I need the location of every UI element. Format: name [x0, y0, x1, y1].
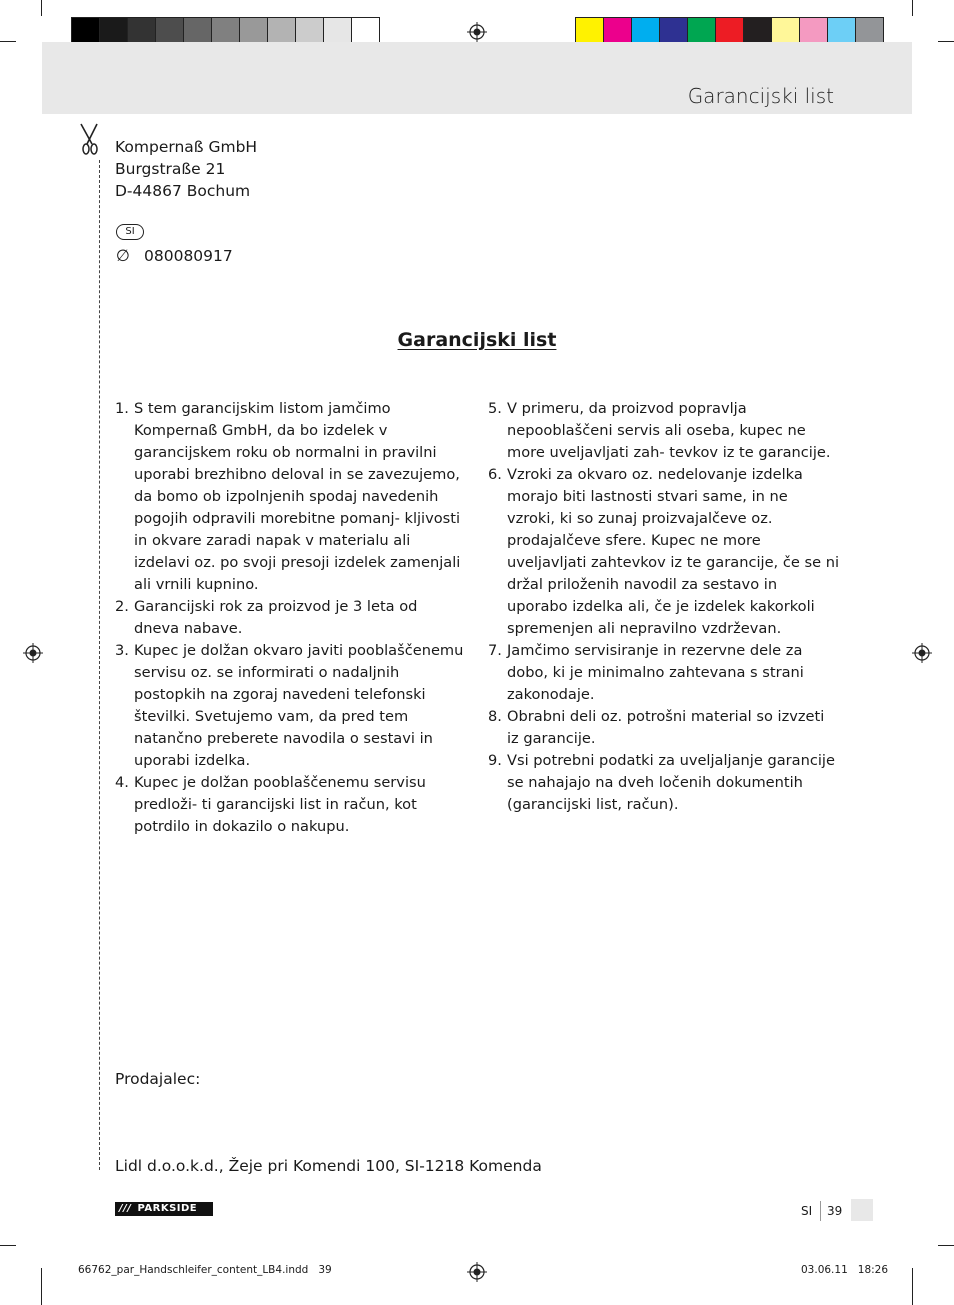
registration-mark-icon — [23, 643, 43, 663]
list-item — [488, 464, 840, 640]
file-info: 66762_par_Handschleifer_content_LB4.indd 39 — [78, 1264, 332, 1276]
page-tab — [851, 1199, 873, 1221]
item-number: 2. — [115, 598, 129, 615]
list-item — [115, 772, 467, 838]
item-number: 1. — [115, 400, 129, 417]
registration-mark-icon — [467, 22, 487, 42]
crop-mark — [0, 41, 16, 42]
item-number: 4. — [115, 774, 129, 791]
document-title-text: Garancijski list — [397, 329, 557, 351]
lidl-address: Lidl d.o.o.k.d., Žeje pri Komendi 100, SI-1218 Komenda — [115, 1157, 542, 1175]
page-header-title: Garancijski list — [687, 84, 834, 108]
list-item — [488, 640, 840, 706]
item-number: 5. — [488, 400, 502, 417]
date-time: 03.06.11 18:26 — [801, 1264, 889, 1276]
page-separator — [820, 1201, 821, 1221]
list-item — [488, 706, 840, 750]
list-item — [115, 596, 467, 640]
registration-mark-icon — [467, 1262, 487, 1282]
page-number: 39 — [827, 1204, 843, 1218]
page-language: SI — [801, 1204, 813, 1218]
address-line: Kompernaß GmbH — [115, 138, 258, 156]
item-text: Garancijski rok za proizvod je 3 leta od dneva nabave. — [134, 598, 418, 637]
parkside-logo: /// PARKSIDE — [115, 1202, 213, 1216]
crop-mark — [912, 0, 913, 16]
list-item — [488, 398, 840, 464]
scissors-icon — [77, 122, 103, 156]
document-title — [0, 329, 954, 351]
address-line: Burgstraße 21 — [115, 160, 226, 178]
crop-mark — [41, 1268, 42, 1305]
registration-mark-icon — [912, 643, 932, 663]
item-text: Jamčimo servisiranje in rezervne dele za dobo, ki je minimalno zahtevana s strani zakonodaje. — [507, 642, 804, 703]
list-item — [115, 398, 467, 596]
cut-line — [99, 160, 100, 1170]
crop-mark — [938, 1245, 954, 1246]
list-item — [488, 750, 840, 816]
phone-number: 080080917 — [144, 247, 233, 265]
crop-mark — [41, 0, 42, 16]
company-address — [115, 136, 257, 202]
right-column — [488, 398, 840, 816]
item-text: Vzroki za okvaro oz. nedelovanje izdelka morajo biti lastnosti stvari same, in ne vzroki, ki so zunaj proizvajalčeve oz. prodajalčeve sfere. Kupec ne more uveljavljati zahtevkov iz te garancije, če se ni držal priloženih navodil za sestavo in uporabo izdelka ali, če je izdelek kakorkoli spremenjen ali nepravilno vzdrževan. — [507, 466, 839, 637]
item-text: Kupec je dolžan okvaro javiti pooblaščenemu servisu oz. se informirati o nadaljnih postopkih na zgoraj navedeni telefonski številki. Svetujemo vam, da pred tem natančno preberete navodila o sestavi in uporabi izdelka. — [134, 642, 464, 769]
item-number: 7. — [488, 642, 502, 659]
item-number: 9. — [488, 752, 502, 769]
crop-mark — [912, 1268, 913, 1305]
phone-icon: ∅ — [116, 246, 130, 265]
left-column — [115, 398, 467, 838]
item-text: Obrabni deli oz. potrošni material so izvzeti iz garancije. — [507, 708, 825, 747]
item-number: 6. — [488, 466, 502, 483]
item-text: V primeru, da proizvod popravlja nepooblaščeni servis ali oseba, kupec ne more uveljavljati zah- tevkov iz te garancije. — [507, 400, 831, 461]
item-text: S tem garancijskim listom jamčimo Kompernaß GmbH, da bo izdelek v garancijskem roku ob normalni in pravilni uporabi brezhibno deloval in se zavezujemo, da bomo ob izpolnjenih spodaj navedenih pogojih odpravili morebitne pomanj- kljivosti in okvare zaradi napak v materialu ali izdelavi oz. po svoji presoji izdelek zamenjali ali vrnili kupnino. — [134, 400, 461, 593]
item-number: 8. — [488, 708, 502, 725]
phone-row — [116, 245, 233, 267]
item-text: Vsi potrebni podatki za uveljaljanje garancije se nahajajo na dveh ločenih dokumentih (garancijski list, račun). — [507, 752, 835, 813]
item-number: 3. — [115, 642, 129, 659]
country-badge: SI — [116, 224, 144, 240]
crop-mark — [938, 41, 954, 42]
logo-text: PARKSIDE — [137, 1203, 198, 1214]
address-line: D-44867 Bochum — [115, 182, 251, 200]
list-item — [115, 640, 467, 772]
seller-label: Prodajalec: — [115, 1070, 201, 1088]
crop-mark — [0, 1245, 16, 1246]
item-text: Kupec je dolžan pooblaščenemu servisu predloži- ti garancijski list in račun, kot potrdilo in dokazilo o nakupu. — [134, 774, 426, 835]
